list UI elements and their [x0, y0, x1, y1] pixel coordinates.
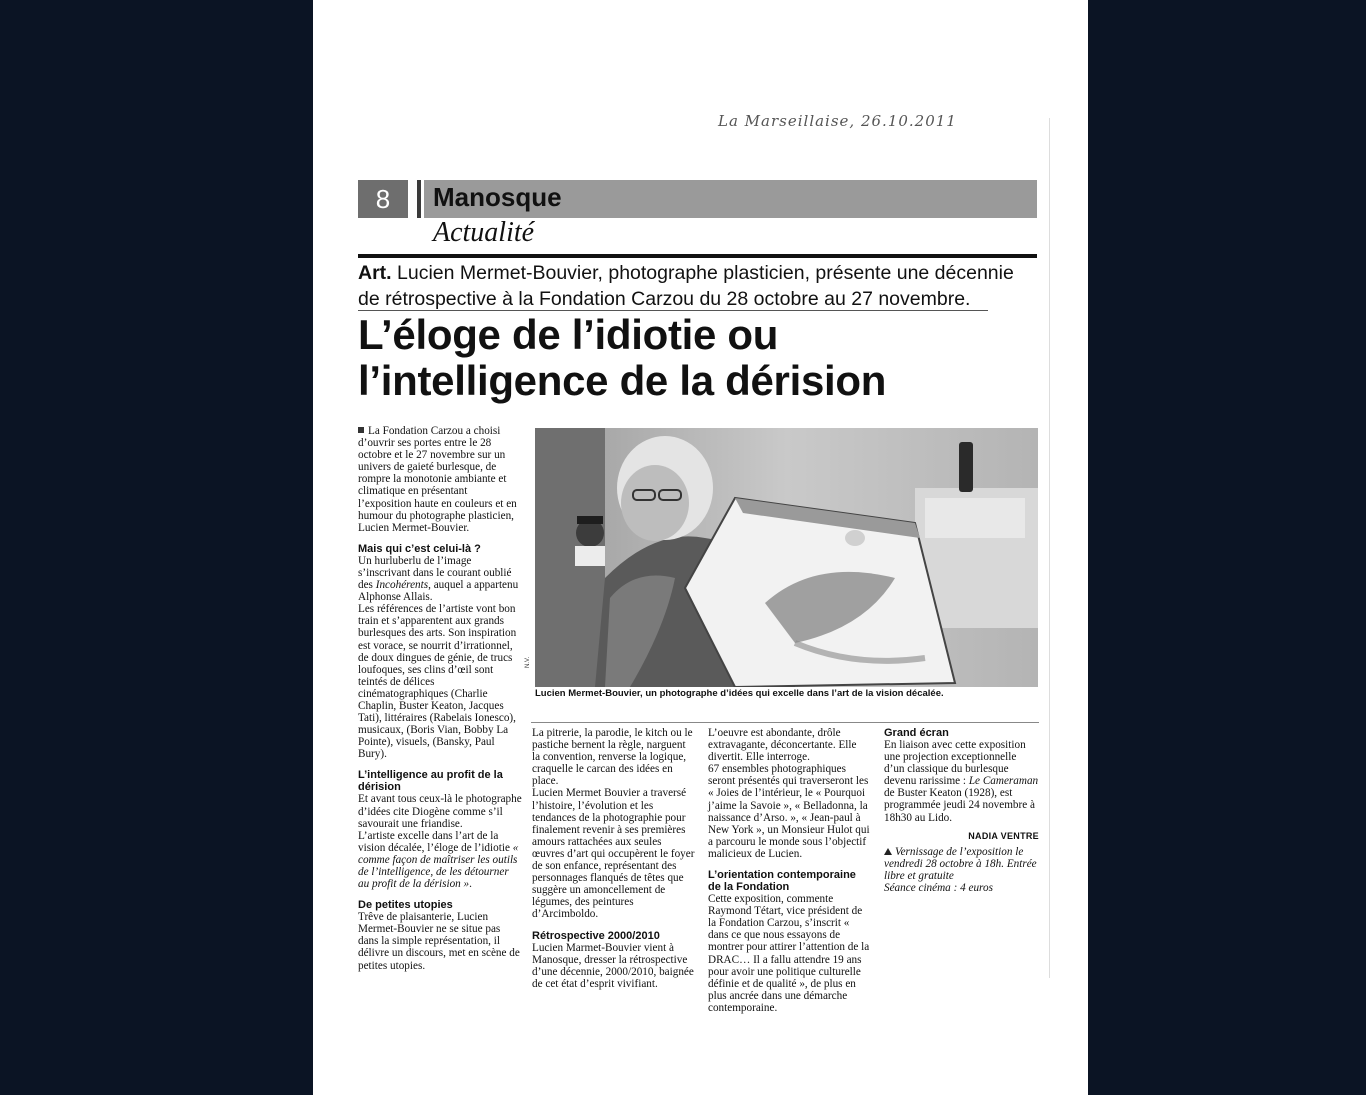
chapo-line-1: Lucien Mermet-Bouvier, photographe plasticien, présente une décennie	[397, 262, 1014, 284]
paragraph-5: Trêve de plaisanterie, Lucien Mermet-Bouvier ne se situe pas dans la simple représentation, il délivre un discours, met en scène de petites utopies.	[358, 911, 520, 972]
article-photo	[535, 428, 1038, 687]
column-rule	[531, 722, 1039, 723]
info-vernissage: Vernissage de l’exposition le vendredi 28 octobre à 18h. Entrée libre et gratuite	[884, 845, 1037, 882]
paragraph-3: Et avant tous ceux-là le photographe d’idées cite Diogène comme s’il savourait une friandise.	[358, 793, 522, 830]
photo-credit: N.V.	[525, 656, 531, 668]
author-signature: NADIA VENTRE	[968, 830, 1039, 841]
subheading-3: De petites utopies	[358, 899, 453, 912]
headline-line-2: l’intelligence de la dérision	[358, 357, 887, 404]
article-column-2	[532, 727, 695, 990]
paragraph-4a: L’artiste excelle dans l’art de la vision décalée, l’éloge de l’idiotie	[358, 829, 513, 854]
square-bullet-icon	[358, 427, 364, 433]
chapo	[358, 260, 1037, 312]
info-cinema: Séance cinéma : 4 euros	[884, 882, 993, 895]
article-column-3	[708, 727, 871, 1014]
paragraph-1-italic: Incohérents	[375, 579, 429, 592]
section-divider	[417, 180, 421, 218]
page-number: 8	[358, 180, 408, 218]
paragraph-2: Les références de l’artiste vont bon train et s’apparentent aux grands burlesques des arts. Son inspiration est vorace, se nourrit d’irrationnel, de doux dingues de génie, de trucs loufoques, ses clins d’œil sont teintés de délices cinématographiques (Charlie Chaplin, Buster Keaton, Jacques Tati), littéraires (Rabelais Ionesco), musicaux, (Boris Vian, Bobby La Pointe), visuels, (Bansky, Paul Bury).	[358, 603, 517, 761]
paragraph-12-italic: Le Cameraman	[968, 775, 1039, 788]
handwritten-note: La Marseillaise, 26.10.2011	[718, 112, 957, 130]
paragraph-6: La pitrerie, la parodie, le kitch ou le pastiche bernent la règle, narguent la convention, renverse la logique, craquelle le carcan des idées en place.	[532, 727, 693, 788]
triangle-bullet-icon	[884, 848, 892, 855]
photo-illustration	[535, 428, 1038, 687]
newspaper-page	[313, 0, 1088, 1095]
subheading-5: L’orientation contemporaine de la Fondation	[708, 869, 856, 894]
paragraph-12a: En liaison avec cette exposition une projection exceptionnelle d’un classique du burlesque devenu rarissime :	[884, 739, 1026, 788]
headline-line-1: L’éloge de l’idiotie ou	[358, 311, 779, 358]
section-title: Manosque	[433, 182, 562, 212]
subheading-6: Grand écran	[884, 727, 949, 739]
paragraph-9: L’oeuvre est abondante, drôle extravagante, déconcertante. Elle divertit. Elle interroge.	[708, 727, 857, 764]
article-intro: La Fondation Carzou a choisi d’ouvrir ses portes entre le 28 octobre et le 27 novembre sur un univers de gaieté burlesque, de rompre la monotonie ambiante et climatique en présentant l’exposition haute en couleurs et en humour du photographe plasticien, Lucien Mermet-Bouvier.	[358, 425, 517, 534]
paragraph-8: Lucien Marmet-Bouvier vient à Manosque, dresser la rétrospective d’une décennie, 2000/2010, baignée de cet état d’esprit vivifiant.	[532, 941, 694, 990]
paragraph-4-italic: « comme façon de maîtriser les outils de l’intelligence, de les détourner au profit de la dérision »	[358, 841, 519, 891]
photo-caption: Lucien Mermet-Bouvier, un photographe d’idées qui excelle dans l’art de la vision décalée.	[535, 688, 944, 699]
paragraph-11: Cette exposition, commente Raymond Tétart, vice président de la Fondation Carzou, s’inscrit « dans ce que nous essayons de montrer pour attirer l’attention de la DRAC… Il a fallu attendre 19 ans pour avoir une politique culturelle définie et de qualité », de plus en plus ancrée dans une démarche contemporaine.	[708, 893, 870, 1014]
headline	[358, 312, 1058, 404]
subheading-2: L’intelligence au profit de la dérision	[358, 769, 503, 794]
subsection-title: Actualité	[433, 217, 535, 248]
header-rule	[358, 254, 1037, 258]
subheading-4: Rétrospective 2000/2010	[532, 929, 660, 942]
paragraph-12b: de Buster Keaton (1928), est programmée jeudi 24 novembre à 18h30 au Lido.	[884, 787, 1035, 824]
paragraph-10: 67 ensembles photographiques seront présentés qui traverseront les « Joies de l’intérieur, le « Pourquoi j’aime la Savoie », « Belladonna, la naissance d’Arso. », « Jean-paul à New York », un Monsieur Hulot qui a parcouru le monde sous l’objectif malicieux de Lucien.	[708, 763, 870, 860]
paragraph-1b: , auquel a appartenu Alphonse Allais.	[358, 579, 519, 604]
paragraph-7: Lucien Mermet Bouvier a traversé l’histoire, l’évolution et les tendances de la photographie pour finalement revenir à ses premières amours rattachées aux seules œuvres d’art qui occupèrent le foyer de son enfance, représentant des personnages flanqués de têtes que suggère un amoncellement de légumes, des peintures d’Arcimboldo.	[532, 787, 695, 921]
paragraph-4b: .	[469, 878, 472, 891]
article-column-4	[884, 727, 1039, 894]
article-column-1	[358, 425, 522, 972]
subheading-1: Mais qui c’est celui-là ?	[358, 542, 481, 555]
chapo-lead: Art.	[358, 262, 392, 284]
paragraph-1a: Un hurluberlu de l’image s’inscrivant dans le courant oublié des	[358, 554, 512, 592]
chapo-line-2: de rétrospective à la Fondation Carzou du 28 octobre au 27 novembre.	[358, 288, 971, 310]
scan-edge	[1049, 118, 1050, 978]
